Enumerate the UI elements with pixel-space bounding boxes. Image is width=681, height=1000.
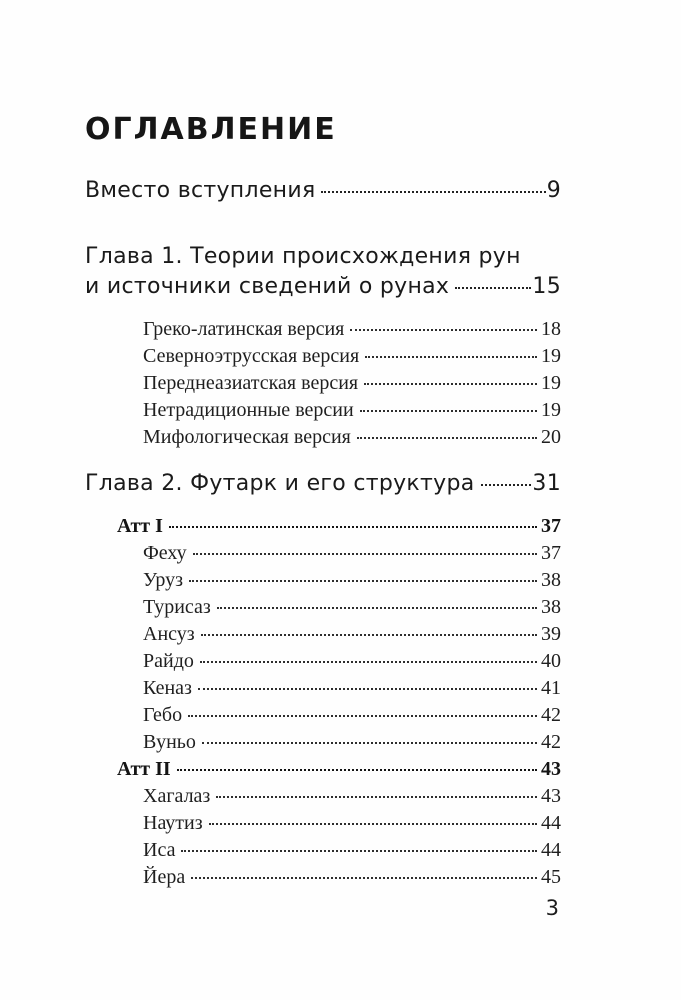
toc-page-ref: 18	[541, 318, 561, 340]
toc-page-ref: 38	[541, 569, 561, 591]
toc-page-ref: 19	[541, 372, 561, 394]
toc-entry-label: Феху	[143, 542, 187, 564]
dot-leader	[200, 661, 537, 663]
toc-entry	[117, 756, 561, 783]
dot-leader	[360, 410, 537, 412]
toc-entry-label: Иса	[143, 839, 176, 861]
toc-entry-label: Вуньо	[143, 731, 196, 753]
toc-page-ref: 43	[541, 785, 561, 807]
toc-page-ref: 42	[541, 704, 561, 726]
toc-entry-label: Северноэтрусская версия	[143, 345, 360, 367]
toc-page-ref: 42	[541, 731, 561, 753]
toc-page-ref: 44	[541, 812, 561, 834]
dot-leader	[202, 742, 537, 744]
toc-page-ref: 40	[541, 650, 561, 672]
dot-leader	[189, 580, 537, 582]
toc-entry-label: Йера	[143, 866, 186, 888]
toc-entry	[143, 540, 561, 567]
toc-entry	[143, 397, 561, 424]
toc-entry	[143, 675, 561, 702]
dot-leader	[191, 877, 537, 879]
toc-page-ref: 39	[541, 623, 561, 645]
toc-entry-label: Мифологическая версия	[143, 426, 351, 448]
dot-leader	[455, 287, 531, 289]
toc-entry	[85, 242, 561, 302]
toc-entry-label: Греко-латинская версия	[143, 318, 345, 340]
table-of-contents	[85, 176, 561, 891]
toc-entry	[85, 176, 561, 206]
toc-entry	[143, 567, 561, 594]
toc-entry-label: Атт II	[117, 758, 171, 780]
toc-page-ref: 9	[546, 178, 561, 203]
dot-leader	[188, 715, 537, 717]
dot-leader	[198, 688, 537, 690]
toc-page-ref: 43	[541, 758, 561, 780]
toc-page-ref: 15	[532, 274, 561, 299]
toc-entry-label: Глава 1. Теории происхождения рун	[85, 244, 521, 269]
page-number: 3	[545, 896, 559, 920]
dot-leader	[216, 796, 537, 798]
toc-page-ref: 41	[541, 677, 561, 699]
toc-entry	[143, 837, 561, 864]
toc-entry	[143, 810, 561, 837]
dot-leader	[350, 329, 537, 331]
toc-entry	[143, 621, 561, 648]
dot-leader	[481, 484, 532, 486]
dot-leader	[181, 850, 537, 852]
toc-entry	[143, 648, 561, 675]
toc-entry	[143, 424, 561, 451]
toc-entry	[143, 370, 561, 397]
toc-entry	[143, 343, 561, 370]
dot-leader	[169, 526, 537, 528]
dot-leader	[357, 437, 537, 439]
toc-entry-label: Нетрадиционные версии	[143, 399, 354, 421]
dot-leader	[209, 823, 537, 825]
toc-entry	[143, 729, 561, 756]
toc-entry-label: Вместо вступления	[85, 178, 316, 203]
toc-entry-label: Райдо	[143, 650, 194, 672]
toc-page-ref: 20	[541, 426, 561, 448]
page-title: ОГЛАВЛЕНИЕ	[85, 112, 337, 147]
toc-entry	[143, 864, 561, 891]
toc-entry	[143, 316, 561, 343]
toc-page-ref: 38	[541, 596, 561, 618]
toc-entry	[143, 783, 561, 810]
dot-leader	[193, 553, 537, 555]
toc-entry-label: Турисаз	[143, 596, 211, 618]
dot-leader	[365, 356, 537, 358]
toc-entry-label: Атт I	[117, 515, 163, 537]
toc-page-ref: 37	[541, 542, 561, 564]
dot-leader	[321, 191, 545, 193]
toc-entry-label: Уруз	[143, 569, 184, 591]
toc-entry-label: Кеназ	[143, 677, 192, 699]
dot-leader	[201, 634, 537, 636]
dot-leader	[364, 383, 537, 385]
toc-page-ref: 31	[532, 471, 561, 496]
toc-entry	[143, 594, 561, 621]
toc-entry-label: Наутиз	[143, 812, 203, 834]
toc-entry-label: Переднеазиатская версия	[143, 372, 359, 394]
toc-entry-label: Глава 2. Футарк и его структура	[85, 471, 475, 496]
toc-page-ref: 19	[541, 399, 561, 421]
toc-page-ref: 37	[541, 515, 561, 537]
dot-leader	[217, 607, 537, 609]
toc-entry	[143, 702, 561, 729]
toc-page-ref: 44	[541, 839, 561, 861]
toc-entry-label: Хагалаз	[143, 785, 211, 807]
toc-entry-label: Ансуз	[143, 623, 195, 645]
toc-entry-label-continuation: и источники сведений о рунах	[85, 274, 450, 299]
toc-page-ref: 19	[541, 345, 561, 367]
toc-entry-label: Гебо	[143, 704, 183, 726]
dot-leader	[177, 769, 537, 771]
toc-entry	[85, 469, 561, 499]
toc-entry	[117, 513, 561, 540]
toc-page-ref: 45	[541, 866, 561, 888]
